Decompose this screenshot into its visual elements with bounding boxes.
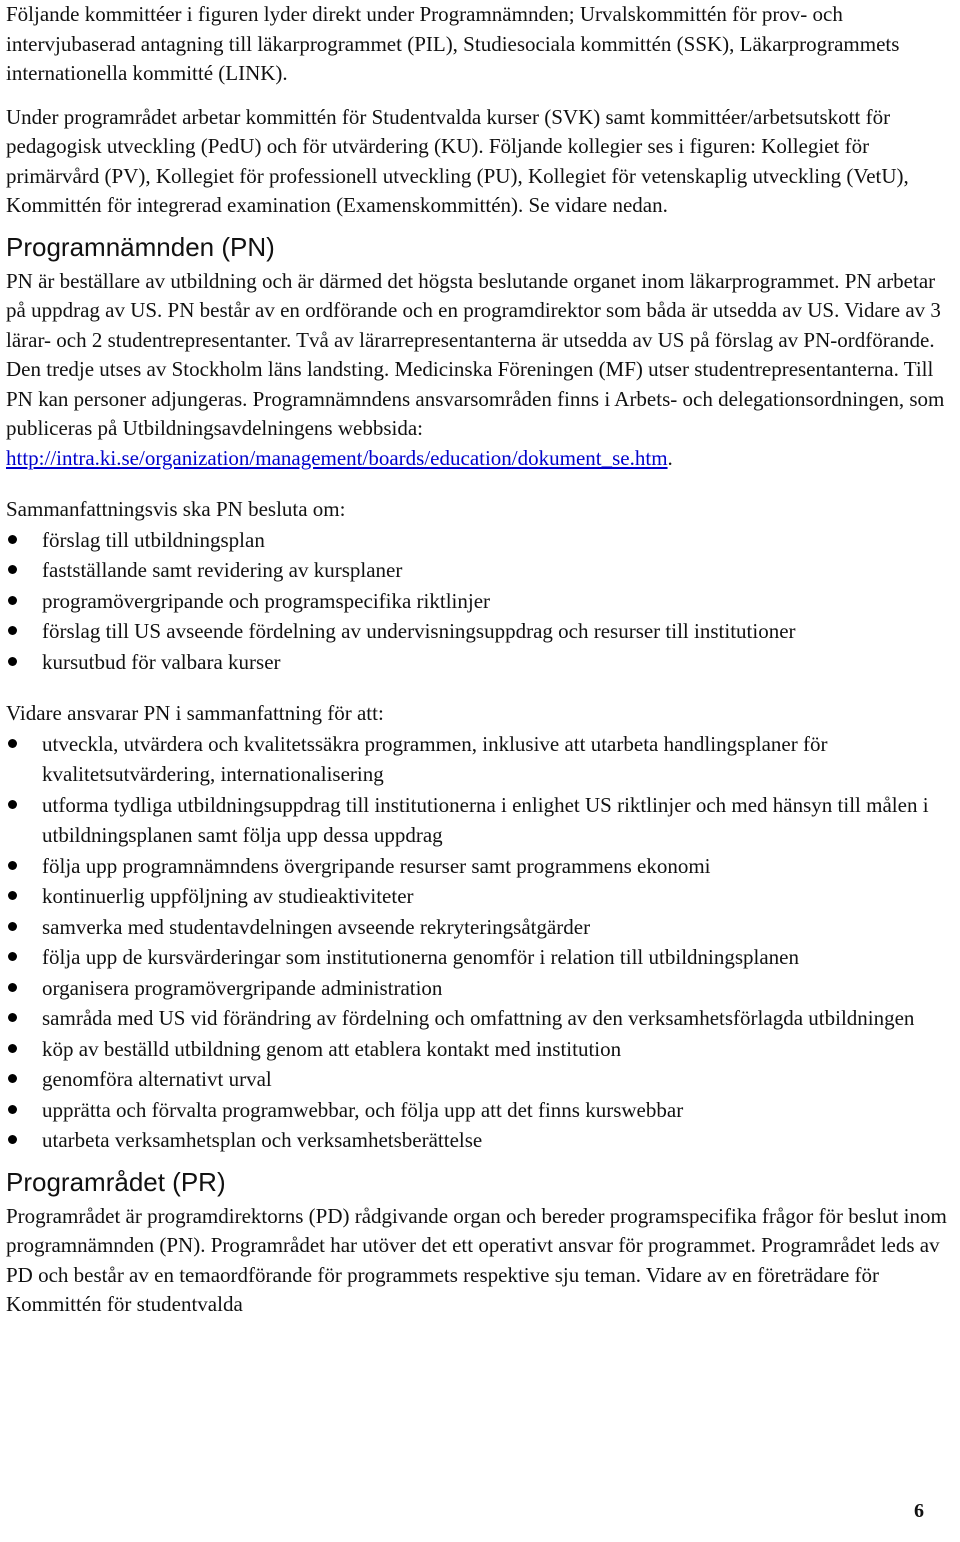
bullet-text: organisera programövergripande administration [42, 975, 443, 1000]
bullet-item [6, 1034, 958, 1065]
bullet-item [6, 616, 958, 647]
summary-list [6, 525, 958, 678]
intro-paragraph-council: Under programrådet arbetar kommittén för Studentvalda kurser (SVK) samt kommittéer/arbetsutskott för pedagogisk utveckling (PedU) och för utvärdering (KU). Följande kollegier ses i figuren: Kollegiet för primärvård (PV), Kollegiet för professionell utveckling (PU), Kollegiet för vetenskaplig utveckling (VetU), Kommittén för integrerad examination (Examenskommittén). Se vidare nedan. [6, 104, 909, 217]
bullet-text: utarbeta verksamhetsplan och verksamhetsberättelse [42, 1128, 483, 1152]
bullet-item [6, 973, 958, 1004]
pr-description: Programrådet är programdirektorns (PD) rådgivande organ och bereder programspecifika frågor för beslut inom programnämnden (PN). Programrådet har utöver det ett operativt ansvar för programmet. Programrådet leds av PD och består av en temaordförande för programmets respektive sju teman. Vidare av en företrädare för Kommittén för studentvalda [6, 1203, 947, 1316]
bullet-dot-icon [8, 1135, 17, 1144]
section-heading-programradet: Programrådet (PR) [6, 1166, 226, 1197]
bullet-dot-icon [8, 535, 17, 544]
bullet-text: kursutbud för valbara kurser [42, 649, 281, 674]
bullet-text: programövergripande och programspecifika riktlinjer [42, 588, 491, 613]
responsibilities-intro: Vidare ansvarar PN i sammanfattning för att: [6, 701, 384, 725]
summary-intro: Sammanfattningsvis ska PN besluta om: [6, 497, 346, 521]
bullet-item [6, 1125, 958, 1156]
intro-section [6, 0, 958, 221]
bullet-dot-icon [8, 952, 17, 961]
bullet-text: genomföra alternativt urval [42, 1067, 272, 1091]
bullet-item [6, 1095, 958, 1126]
bullet-dot-icon [8, 596, 17, 605]
bullet-item [6, 1003, 958, 1034]
bullet-text: upprätta och förvalta programwebbar, och följa upp att det finns kurswebbar [42, 1097, 684, 1122]
page-number: 6 [914, 1500, 924, 1522]
responsibilities-list [6, 729, 958, 1156]
bullet-item [6, 881, 958, 912]
bullet-dot-icon [8, 626, 17, 635]
bullet-item [6, 912, 958, 943]
bullet-item [6, 555, 958, 586]
bullet-dot-icon [8, 891, 17, 900]
bullet-text: utforma tydliga utbildningsuppdrag till institutionerna i enlighet US riktlinjer och med hänsyn till målen i utbildningsplanen samt följa upp dessa uppdrag [42, 792, 929, 847]
bullet-item [6, 586, 958, 617]
bullet-text: samverka med studentavdelningen avseende rekryteringsåtgärder [42, 914, 591, 939]
bullet-text: förslag till utbildningsplan [42, 527, 265, 552]
bullet-dot-icon [8, 1044, 17, 1053]
bullet-text: kontinuerlig uppföljning av studieaktiviteter [42, 884, 414, 908]
bullet-item [6, 942, 958, 973]
bullet-text: samråda med US vid förändring av fördelning och omfattning av den verksamhetsförlagda utbildningen [42, 1006, 915, 1030]
bullet-item [6, 851, 958, 882]
pn-description-text: PN är beställare av utbildning och är därmed det högsta beslutande organet inom läkarprogrammet. PN arbetar på uppdrag av US. PN består av en ordförande och en programdirektor som båda är utsedda av US. Vidare av 3 lärar- och 2 studentrepresentanter. Två av lärarrepresentanterna är utsedda av US på förslag av PN-ordförande. Den tredje utses av Stockholm läns landsting. Medicinska Föreningen (MF) utser studentrepresentanterna. Till PN kan personer adjungeras. Programnämndens ansvarsområden finns i Arbets- och delegationsordningen, som publiceras på Utbildningsavdelningens webbsida: [6, 268, 945, 440]
bullet-item [6, 647, 958, 678]
bullet-dot-icon [8, 657, 17, 666]
bullet-dot-icon [8, 861, 17, 870]
bullet-dot-icon [8, 1013, 17, 1022]
bullet-dot-icon [8, 800, 17, 809]
bullet-dot-icon [8, 565, 17, 574]
bullet-item [6, 790, 958, 851]
bullet-text: fastställande samt revidering av kursplaner [42, 558, 403, 582]
section-heading-programnamnden: Programnämnden (PN) [6, 231, 275, 262]
bullet-item [6, 1064, 958, 1095]
bullet-text: utveckla, utvärdera och kvalitetssäkra programmen, inklusive att utarbeta handlingsplaner för kvalitetsutvärdering, internationalisering [42, 731, 828, 786]
intro-paragraph-committees: Följande kommittéer i figuren lyder direkt under Programnämnden; Urvalskommittén för prov- och intervjubaserad antagning till läkarprogrammet (PIL), Studiesociala kommittén (SSK), Läkarprogrammets internationella kommitté (LINK). [6, 2, 900, 85]
bullet-text: köp av beställd utbildning genom att etablera kontakt med institution [42, 1036, 622, 1061]
link-suffix: . [667, 445, 673, 470]
bullet-text: följa upp de kursvärderingar som institutionerna genomför i relation till utbildningsplanen [42, 945, 800, 969]
bullet-dot-icon [8, 922, 17, 931]
bullet-dot-icon [8, 1074, 17, 1083]
bullet-dot-icon [8, 983, 17, 992]
bullet-text: följa upp programnämndens övergripande resurser samt programmens ekonomi [42, 853, 711, 878]
bullet-item [6, 729, 958, 790]
bullet-dot-icon [8, 1105, 17, 1114]
pn-description [6, 267, 958, 474]
bullet-text: förslag till US avseende fördelning av undervisningsuppdrag och resurser till institutioner [42, 619, 796, 643]
document-page [6, 0, 958, 1320]
bullet-dot-icon [8, 739, 17, 748]
bullet-item [6, 525, 958, 556]
education-webpage-link[interactable]: http://intra.ki.se/organization/management/boards/education/dokument_se.htm [6, 445, 668, 470]
